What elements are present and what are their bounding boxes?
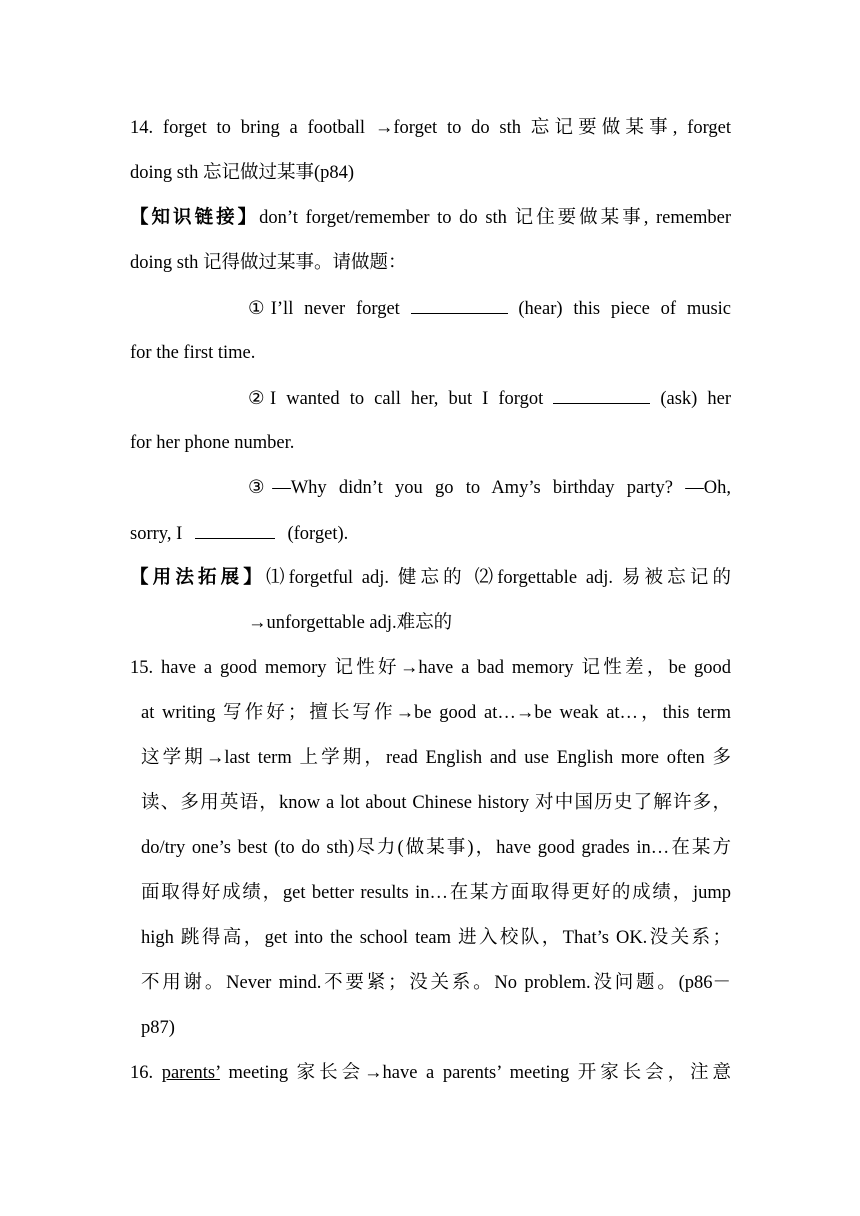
- item16-text: meeting 家长会→have a parents’ meeting 开家长会，注意: [228, 1063, 731, 1083]
- usage-text: ⑴forgetful adj. 健忘的 ⑵forgettable adj. 易被忘记的: [265, 568, 731, 588]
- question-2-line2: for her phone number.: [130, 433, 295, 453]
- question-1-text-a: ①I’ll never forget: [248, 299, 400, 319]
- usage-line1: [130, 566, 731, 590]
- question-1-line1: [248, 296, 731, 320]
- question-3-text-b: (forget).: [287, 524, 349, 544]
- question-1-line2: for the first time.: [130, 343, 256, 363]
- question-3-line1: ③—Why didn’t you go to Amy’s birthday party? —Oh,: [248, 478, 731, 498]
- question-1-blank[interactable]: [411, 296, 508, 314]
- item15-line: p87): [141, 1018, 175, 1038]
- item15-line: 不用谢。Never mind.不要紧；没关系。No problem.没问题。(p86－: [141, 973, 731, 993]
- item15-line: 15. have a good memory 记性好→have a bad memory 记性差，be good: [130, 658, 731, 678]
- question-2-blank[interactable]: [553, 386, 650, 404]
- item15-line: 面取得好成绩，get better results in…在某方面取得更好的成绩，jump: [141, 883, 731, 903]
- question-3-blank[interactable]: [195, 521, 275, 539]
- item15-line: high 跳得高，get into the school team 进入校队，That’s OK.没关系；: [141, 928, 731, 948]
- usage-line2: →unforgettable adj.难忘的: [248, 613, 453, 633]
- item16-line1: [130, 1061, 731, 1085]
- item16-number: 16.: [130, 1063, 154, 1083]
- question-2-text-b: (ask) her: [660, 389, 732, 409]
- question-1-text-b: (hear) this piece of music: [518, 299, 732, 319]
- question-3-line2: [130, 521, 348, 545]
- item14-line1: 14. forget to bring a football →forget to do sth 忘记要做某事, forget: [130, 118, 731, 138]
- knowledge-link-label: 【知识链接】: [130, 208, 260, 228]
- question-3-text-a: sorry, I: [130, 524, 183, 544]
- knowledge-link-line2: doing sth 记得做过某事。请做题：: [130, 253, 407, 273]
- question-2-text-a: ②I wanted to call her, but I forgot: [248, 389, 544, 409]
- item14-line2: doing sth 忘记做过某事(p84): [130, 163, 355, 183]
- item15-line: 读、多用英语，know a lot about Chinese history 对中国历史了解许多，: [141, 793, 731, 813]
- item15-line: at writing 写作好；擅长写作→be good at…→be weak at…，this term: [141, 703, 731, 723]
- item15-line: do/try one’s best (to do sth)尽力(做某事)，have good grades in…在某方: [141, 838, 731, 858]
- knowledge-link-text: don’t forget/remember to do sth 记住要做某事, remember: [259, 208, 731, 228]
- usage-label: 【用法拓展】: [130, 568, 266, 588]
- item15-line: 这学期→last term 上学期，read English and use English more often 多: [141, 748, 731, 768]
- knowledge-link-line1: [130, 206, 731, 230]
- question-2-line1: [248, 386, 731, 410]
- item16-underlined-word: parents’: [161, 1063, 220, 1083]
